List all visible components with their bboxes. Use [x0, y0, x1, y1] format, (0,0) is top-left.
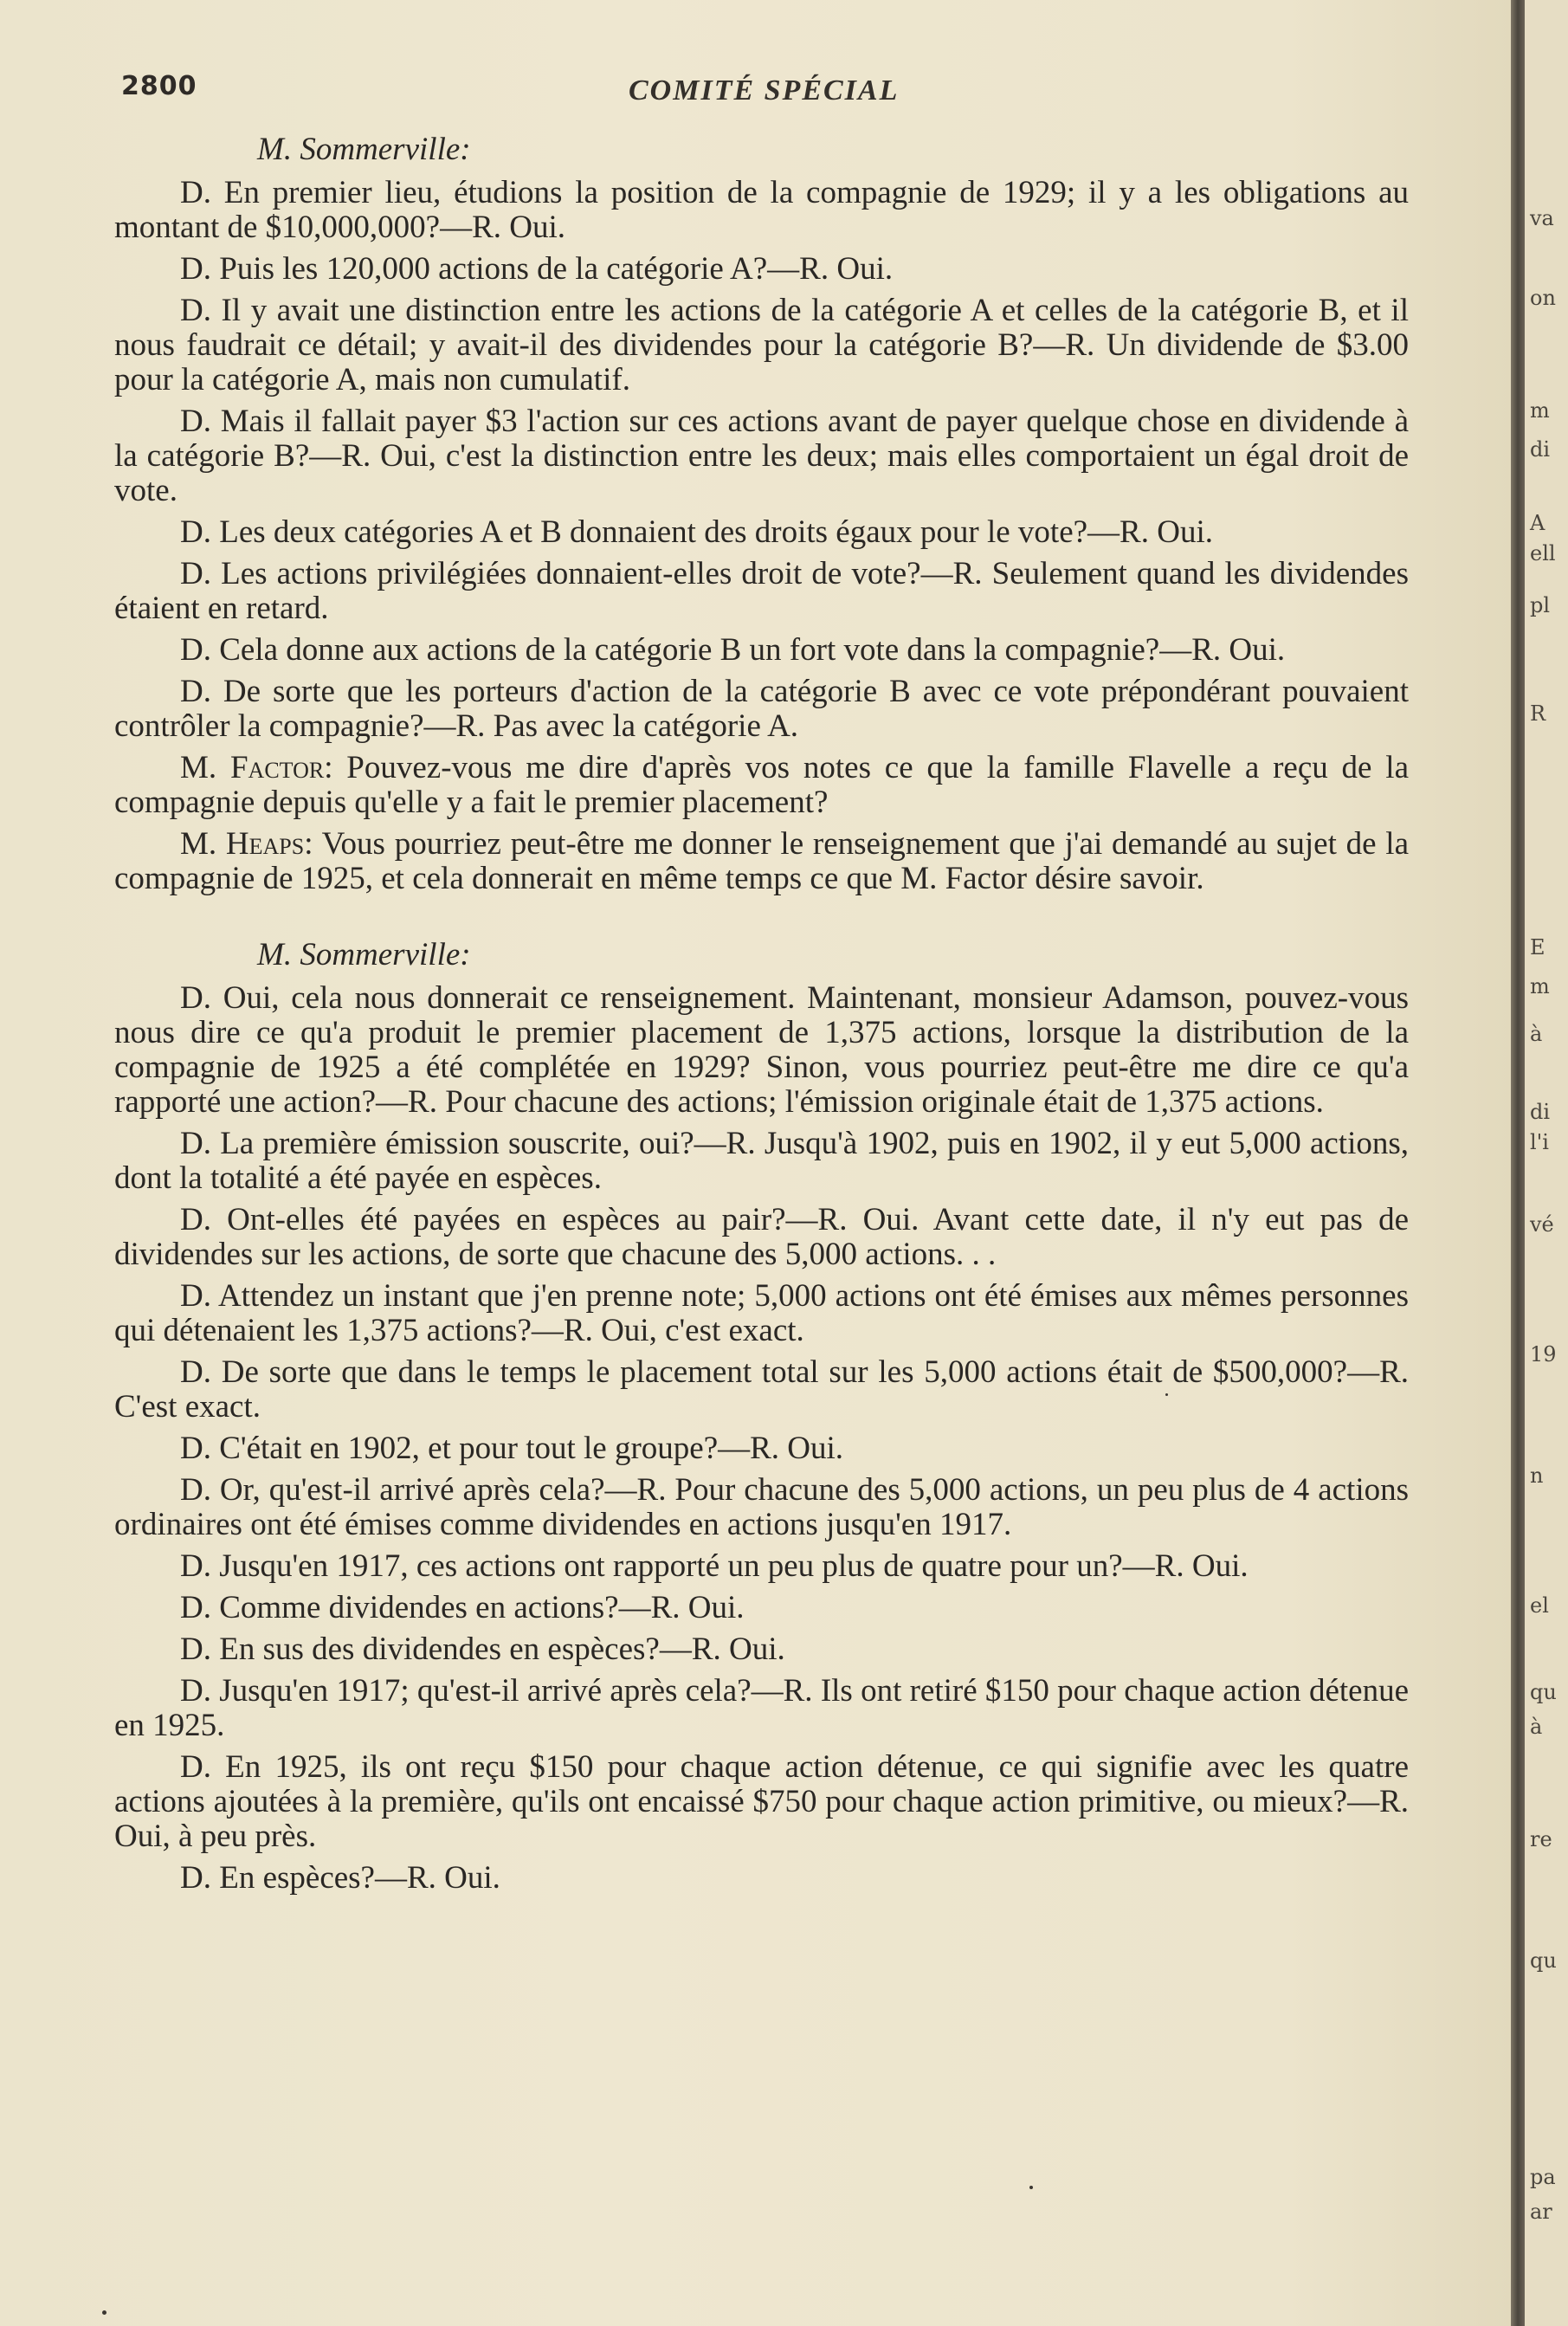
- question-answer-paragraph: D. Ont-elles été payées en espèces au pair?—R. Oui. Avant cette date, il n'y eut pas de dividendes sur les actions, de sorte que chacune des 5,000 actions. . .: [114, 1202, 1409, 1272]
- question-answer-paragraph: D. Cela donne aux actions de la catégorie B un fort vote dans la compagnie?—R. Oui.: [180, 632, 1286, 668]
- question-answer-paragraph: D. En espèces?—R. Oui.: [180, 1860, 500, 1896]
- page-number: 2800: [121, 71, 197, 101]
- adjacent-page-fragment: re: [1530, 1827, 1552, 1851]
- adjacent-page-fragment: A: [1530, 511, 1545, 535]
- remark-text: Pouvez-vous me dire d'après vos notes ce que la famille Flavelle a reçu de la compagnie depuis qu'elle y a fait le premier placement?: [114, 750, 1409, 820]
- adjacent-page-fragment: R: [1530, 701, 1546, 726]
- adjacent-page-fragment: vé: [1530, 1212, 1554, 1237]
- adjacent-page-fragment: el: [1530, 1593, 1549, 1618]
- question-answer-paragraph: D. De sorte que dans le temps le placement total sur les 5,000 actions était de $500,000?—R. C'est exact.: [114, 1354, 1409, 1425]
- question-answer-paragraph: D. Jusqu'en 1917, ces actions ont rapporté un peu plus de quatre pour un?—R. Oui.: [180, 1548, 1249, 1584]
- running-head: COMITÉ SPÉCIAL: [629, 74, 900, 107]
- adjacent-page-fragment: va: [1530, 206, 1554, 230]
- book-gutter: [1511, 0, 1525, 2326]
- adjacent-page-fragment: pa: [1530, 2165, 1556, 2189]
- adjacent-page-fragment: on: [1530, 286, 1556, 310]
- question-answer-paragraph: D. Or, qu'est-il arrivé après cela?—R. Pour chacune des 5,000 actions, un peu plus de 4 actions ordinaires ont été émises comme dividendes en actions jusqu'en 1917.: [114, 1472, 1409, 1542]
- adjacent-page-fragment: pl: [1530, 593, 1551, 617]
- scan-speck: [1165, 1393, 1168, 1396]
- adjacent-page-fragment: di: [1530, 437, 1551, 462]
- adjacent-page-fragment: di: [1530, 1100, 1551, 1124]
- adjacent-page-fragment: m: [1530, 974, 1550, 998]
- adjacent-page-fragment: à: [1530, 1715, 1543, 1739]
- question-answer-paragraph: D. Les actions privilégiées donnaient-elles droit de vote?—R. Seulement quand les dividendes étaient en retard.: [114, 556, 1409, 626]
- question-answer-paragraph: D. La première émission souscrite, oui?—R. Jusqu'à 1902, puis en 1902, il y eut 5,000 actions, dont la totalité a été payée en espèces.: [114, 1126, 1409, 1196]
- adjacent-page-fragment: ar: [1530, 2200, 1552, 2224]
- body-text: [114, 132, 1409, 1903]
- speaker-name: M. Factor:: [180, 750, 333, 785]
- speaker-name: M. Heaps:: [180, 826, 313, 862]
- adjacent-page-fragment: qu: [1530, 1948, 1557, 1973]
- question-answer-paragraph: D. En 1925, ils ont reçu $150 pour chaque action détenue, ce qui signifie avec les quatre actions ajoutées à la première, qu'ils ont encaissé $750 pour chaque action primitive, ou mieux?—R. Oui, à peu près.: [114, 1749, 1409, 1854]
- question-answer-paragraph: D. Oui, cela nous donnerait ce renseignement. Maintenant, monsieur Adamson, pouvez-vous nous dire ce qu'a produit le premier placement de 1,375 actions, lorsque la distribution de la compagnie de 1925 a été complétée en 1929? Sinon, vous pourriez peut-être me dire ce qu'a rapporté une action?—R. Pour chacune des actions; l'émission originale était de 1,375 actions.: [114, 980, 1409, 1120]
- adjacent-page-edge: [1525, 0, 1568, 2326]
- page-header: [121, 71, 1420, 114]
- question-answer-paragraph: D. C'était en 1902, et pour tout le groupe?—R. Oui.: [180, 1431, 844, 1466]
- question-answer-paragraph: D. Les deux catégories A et B donnaient des droits égaux pour le vote?—R. Oui.: [180, 514, 1213, 550]
- question-answer-paragraph: D. Mais il fallait payer $3 l'action sur ces actions avant de payer quelque chose en dividende à la catégorie B?—R. Oui, c'est la distinction entre les deux; mais elles comportaient un égal droit de vote.: [114, 404, 1409, 508]
- question-answer-paragraph: D. Jusqu'en 1917; qu'est-il arrivé après cela?—R. Ils ont retiré $150 pour chaque action détenue en 1925.: [114, 1673, 1409, 1743]
- adjacent-page-fragment: qu: [1530, 1680, 1557, 1704]
- question-answer-paragraph: D. Puis les 120,000 actions de la catégorie A?—R. Oui.: [180, 251, 894, 287]
- adjacent-page-fragment: n: [1530, 1463, 1544, 1488]
- speaker-heading: M. Sommerville:: [257, 132, 471, 167]
- adjacent-page-fragment: m: [1530, 398, 1550, 423]
- adjacent-page-fragment: ell: [1530, 541, 1556, 565]
- question-answer-paragraph: D. Comme dividendes en actions?—R. Oui.: [180, 1590, 745, 1625]
- scan-speck: [102, 2310, 106, 2315]
- adjacent-page-fragment: 19: [1530, 1342, 1557, 1367]
- question-answer-paragraph: D. En sus des dividendes en espèces?—R. Oui.: [180, 1631, 785, 1667]
- question-answer-paragraph: D. En premier lieu, étudions la position de la compagnie de 1929; il y a les obligations au montant de $10,000,000?—R. Oui.: [114, 175, 1409, 245]
- question-answer-paragraph: D. De sorte que les porteurs d'action de la catégorie B avec ce vote prépondérant pouvaient contrôler la compagnie?—R. Pas avec la catégorie A.: [114, 674, 1409, 744]
- question-answer-paragraph: D. Il y avait une distinction entre les actions de la catégorie A et celles de la catégorie B, et il nous faudrait ce détail; y avait-il des dividendes pour la catégorie B?—R. Un dividende de $3.00 pour la catégorie A, mais non cumulatif.: [114, 293, 1409, 397]
- scan-speck: [1029, 2186, 1033, 2189]
- speaker-remark: [114, 751, 1409, 820]
- adjacent-page-fragment: l'i: [1530, 1130, 1549, 1154]
- speaker-remark: [114, 827, 1409, 896]
- speaker-heading: M. Sommerville:: [257, 937, 471, 972]
- remark-text: Vous pourriez peut-être me donner le renseignement que j'ai demandé au sujet de la compagnie de 1925, et cela donnerait en même temps ce que M. Factor désire savoir.: [114, 826, 1409, 896]
- adjacent-page-fragment: E: [1530, 935, 1545, 959]
- adjacent-page-fragment: à: [1530, 1022, 1543, 1046]
- question-answer-paragraph: D. Attendez un instant que j'en prenne note; 5,000 actions ont été émises aux mêmes personnes qui détenaient les 1,375 actions?—R. Oui, c'est exact.: [114, 1278, 1409, 1348]
